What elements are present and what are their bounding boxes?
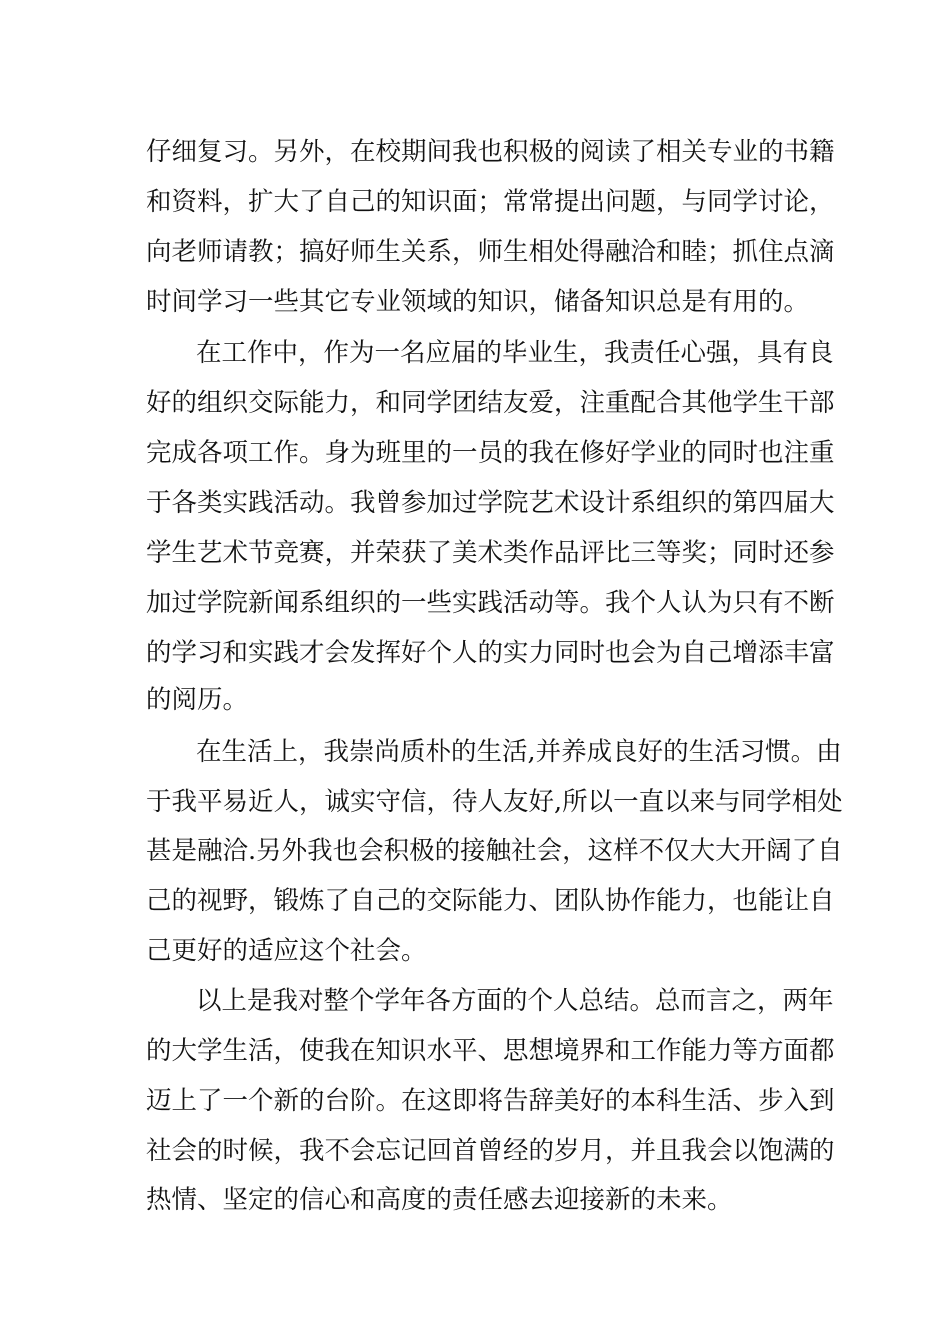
- text-line: 的大学生活，使我在知识水平、思想境界和工作能力等方面都: [146, 1036, 835, 1066]
- text-line: 好的组织交际能力，和同学团结友爱，注重配合其他学生干部: [146, 388, 835, 418]
- text-line: 加过学院新闻系组织的一些实践活动等。我个人认为只有不断: [146, 588, 835, 618]
- text-line: 社会的时候，我不会忘记回首曾经的岁月，并且我会以饱满的: [146, 1136, 835, 1166]
- text-line: 的学习和实践才会发挥好个人的实力同时也会为自己增添丰富: [146, 638, 835, 668]
- text-line: 向老师请教；搞好师生关系，师生相处得融洽和睦；抓住点滴: [146, 237, 835, 267]
- text-line: 以上是我对整个学年各方面的个人总结。总而言之，两年: [196, 986, 834, 1016]
- text-line: 己的视野，锻炼了自己的交际能力、团队协作能力，也能让自: [146, 886, 835, 916]
- text-line: 于我平易近人，诚实守信，待人友好,所以一直以来与同学相处: [146, 787, 843, 817]
- text-line: 和资料，扩大了自己的知识面；常常提出问题，与同学讨论，: [146, 187, 835, 217]
- text-line: 的阅历。: [146, 685, 249, 715]
- text-line: 完成各项工作。身为班里的一员的我在修好学业的同时也注重: [146, 438, 835, 468]
- text-line: 学生艺术节竞赛，并荣获了美术类作品评比三等奖；同时还参: [146, 538, 835, 568]
- text-line: 在生活上，我崇尚质朴的生活,并养成良好的生活习惯。由: [196, 737, 842, 767]
- text-line: 在工作中，作为一名应届的毕业生，我责任心强，具有良: [196, 338, 834, 368]
- text-line: 时间学习一些其它专业领域的知识，储备知识总是有用的。: [146, 287, 810, 317]
- text-line: 己更好的适应这个社会。: [146, 936, 427, 966]
- text-line: 仔细复习。另外，在校期间我也积极的阅读了相关专业的书籍: [146, 137, 835, 167]
- text-line: 迈上了一个新的台阶。在这即将告辞美好的本科生活、步入到: [146, 1086, 835, 1116]
- text-line: 热情、坚定的信心和高度的责任感去迎接新的未来。: [146, 1185, 733, 1215]
- text-line: 于各类实践活动。我曾参加过学院艺术设计系组织的第四届大: [146, 488, 835, 518]
- text-line: 甚是融洽.另外我也会积极的接触社会，这样不仅大大开阔了自: [146, 836, 843, 866]
